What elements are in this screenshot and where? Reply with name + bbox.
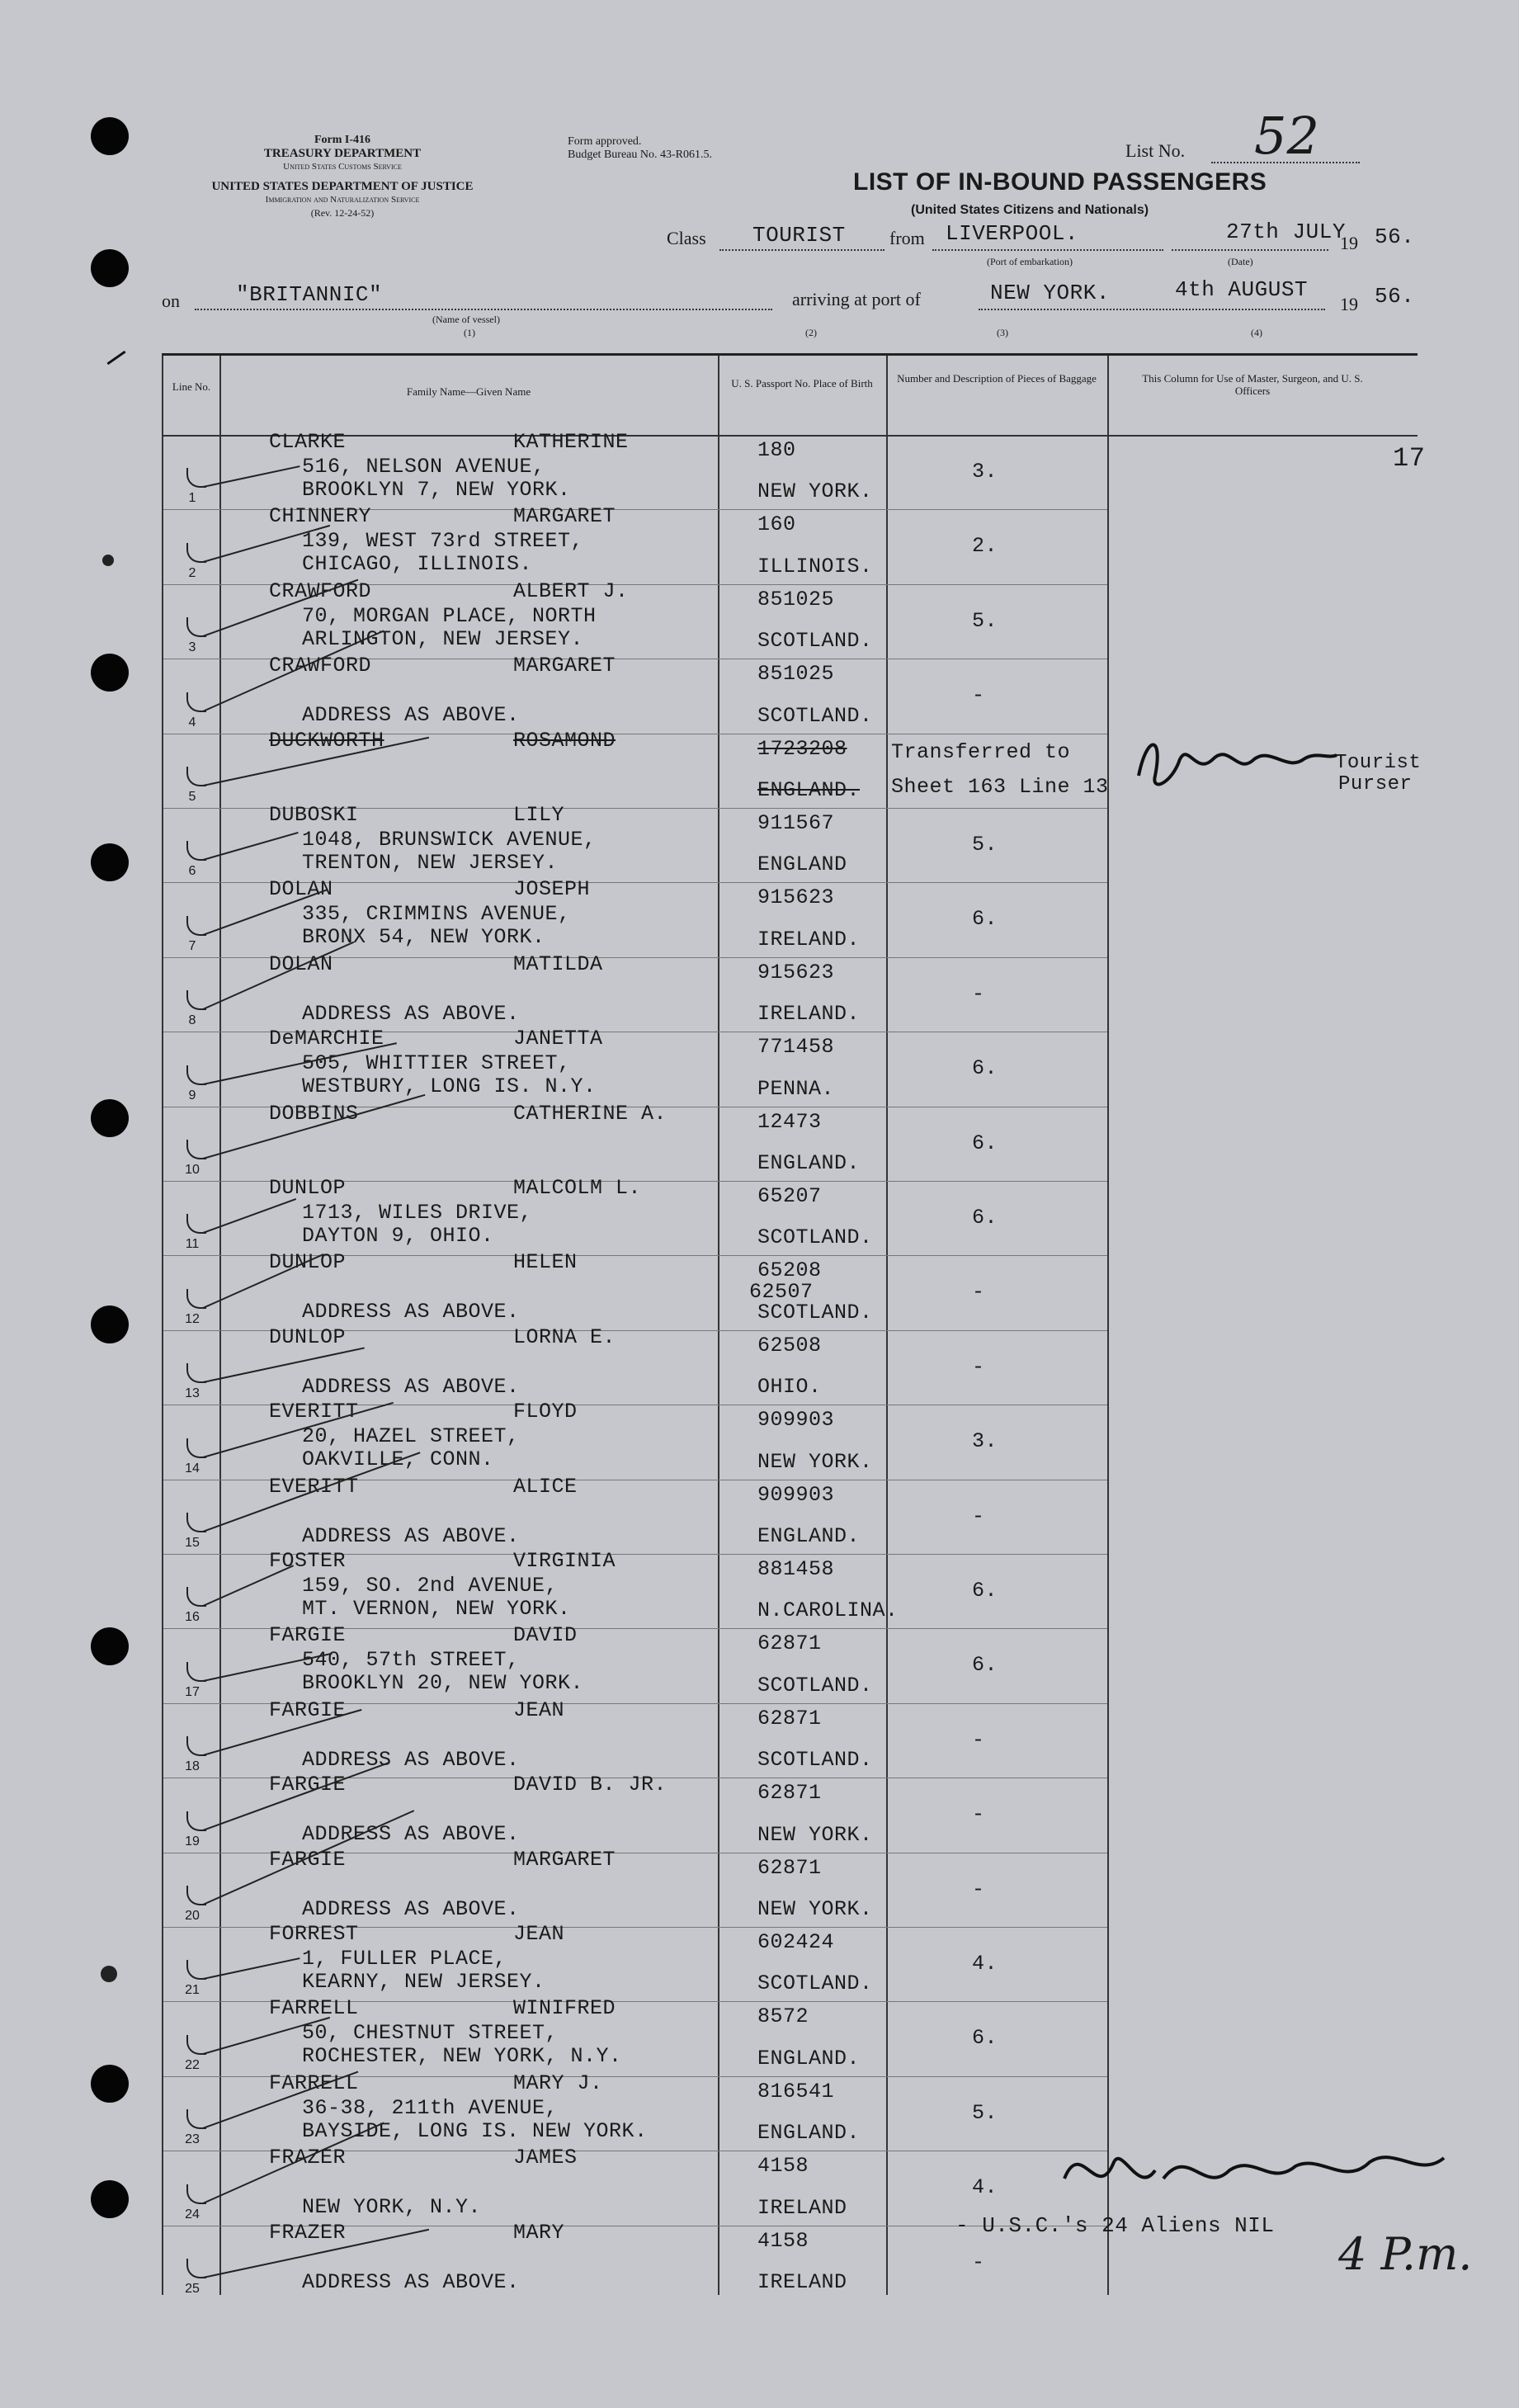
punch-hole [91,249,129,287]
line-number: 10 [185,1162,200,1177]
given-name: ALICE [513,1474,578,1499]
family-name: FRAZER [269,2146,347,2170]
check-stroke [203,832,299,861]
given-name: DAVID [513,1623,578,1648]
address-line-2: BRONX 54, NEW YORK. [302,925,545,950]
given-name: KATHERINE [513,430,629,454]
given-name: MARGARET [513,654,616,678]
baggage-count: 6. [972,907,998,932]
address-line-1: 36-38, 211th AVENUE, [302,2095,559,2120]
address-line-2: NEW YORK, N.Y. [302,2195,482,2220]
table-row [163,877,1418,956]
address-line-2: ADDRESS AS ABOVE. [302,703,520,728]
check-mark [186,1363,206,1383]
baggage-count: - [972,2250,985,2274]
check-mark [186,2259,206,2278]
line-number: 18 [185,1759,200,1774]
check-stroke [203,1565,294,1608]
passport-number-corrected: 62507 [749,1280,814,1305]
col-officers: This Column for Use of Master, Surgeon, and U. S. Officers [1142,372,1363,397]
baggage-count: 6. [972,1206,998,1230]
line-number: 14 [185,1461,200,1475]
line-number: 11 [185,1237,200,1252]
given-name: LILY [513,803,565,827]
given-name: MALCOLM L. [513,1176,642,1200]
table-row [163,1697,1418,1778]
officer-note-2: Purser [1338,772,1413,796]
passport-number: 12473 [757,1109,822,1134]
baggage-count: - [972,1354,985,1379]
given-name: DAVID B. JR. [513,1773,668,1797]
given-name: FLOYD [513,1400,578,1424]
place-of-birth: ENGLAND [757,852,847,877]
family-name: FRAZER [269,2220,347,2245]
passport-number: 8572 [757,2004,809,2029]
table-row [163,1250,1418,1329]
line-number: 13 [185,1386,200,1401]
table-row [163,1027,1418,1106]
place-of-birth: NEW YORK. [757,1822,873,1847]
passport-number: 62871 [757,1855,822,1880]
baggage-count: - [972,1280,985,1305]
place-of-birth: SCOTLAND. [757,703,873,728]
given-name: MARGARET [513,504,616,529]
line-number: 15 [185,1535,200,1550]
family-name: DeMARCHIE [269,1027,384,1051]
place-of-birth: N.CAROLINA. [757,1598,899,1623]
passport-number: 4158 [757,2154,809,2179]
arrival-port: NEW YORK. [990,281,1110,305]
punch-hole [91,2180,129,2218]
address-line-2: MT. VERNON, NEW YORK. [302,1597,571,1621]
family-name: FOSTER [269,1549,347,1573]
check-stroke [203,1198,296,1234]
address-line-2: ADDRESS AS ABOVE. [302,1822,520,1847]
baggage-count: 6. [972,1056,998,1081]
summary-line: - U.S.C.'s 24 Aliens NIL [955,2213,1275,2238]
year-prefix-1: 19 [1340,233,1358,253]
check-mark [186,1289,206,1309]
family-name: DUCKWORTH [269,728,384,753]
given-name: MATILDA [513,951,603,976]
treasury-dept: TREASURY DEPARTMENT [263,147,422,160]
given-name: HELEN [513,1250,578,1275]
check-mark [186,767,206,786]
address-line-2: KEARNY, NEW JERSEY. [302,1970,545,1994]
col-passport: U. S. Passport No. Place of Birth [731,377,873,390]
given-name: WINIFRED [513,1996,616,2021]
family-name: CHINNERY [269,504,372,529]
vessel-line [195,309,772,310]
margin-mark [106,351,125,365]
family-name: EVERITT [269,1474,359,1499]
passport-number: 62871 [757,1631,822,1656]
given-name: ROSAMOND [513,728,616,753]
family-name: CLARKE [269,430,347,454]
baggage-count: 6. [972,1653,998,1678]
table-row [163,578,1418,659]
officer-note: Tourist [1335,751,1422,774]
baggage-count: - [972,1727,985,1752]
family-name: DUNLOP [269,1176,347,1200]
agency-block [157,134,528,220]
line-number: 9 [188,1088,196,1102]
passport-number: 62871 [757,1781,822,1806]
table-row [163,1400,1418,1479]
line-number: 4 [188,715,196,729]
check-mark [186,692,206,712]
table-row [163,1996,1418,2075]
baggage-count: - [972,683,985,708]
address-line-1: 1048, BRUNSWICK AVENUE, [302,828,597,852]
family-name: DUNLOP [269,1250,347,1275]
from-label: from [889,228,925,248]
punch-hole [91,654,129,692]
given-name: CATHERINE A. [513,1101,668,1126]
place-of-birth: IRELAND [757,2269,847,2294]
family-name: DOLAN [269,877,333,902]
place-of-birth: NEW YORK. [757,1896,873,1921]
family-name: FARGIE [269,1847,347,1872]
family-name: FARGIE [269,1697,347,1722]
address-line-1: 516, NELSON AVENUE, [302,455,545,479]
table-row [163,1623,1418,1702]
place-of-birth: IRELAND. [757,1002,861,1027]
address-line-2: WESTBURY, LONG IS. N.Y. [302,1074,597,1099]
address-line-2: ADDRESS AS ABOVE. [302,1747,520,1772]
check-stroke [203,465,300,488]
address-line-1: 1713, WILES DRIVE, [302,1201,533,1225]
given-name: MARY [513,2220,565,2245]
family-name: DOBBINS [269,1101,359,1126]
line-number: 17 [185,1684,200,1699]
line-number: 8 [188,1013,196,1028]
passenger-table [162,353,1426,2296]
table-row [163,1474,1418,1554]
place-of-birth: SCOTLAND. [757,629,873,654]
check-mark [186,543,206,563]
given-name: JEAN [513,1697,565,1722]
address-line-2: DAYTON 9, OHIO. [302,1224,494,1248]
line-number: 7 [188,938,196,953]
class-value: TOURIST [752,223,846,248]
place-of-birth: SCOTLAND. [757,1971,873,1996]
address-line-1: 505, WHITTIER STREET, [302,1051,571,1076]
col-line-no: Line No. [172,380,211,393]
passport-number: 602424 [757,1930,835,1954]
address-line-2: CHICAGO, ILLINOIS. [302,552,533,577]
given-name: ALBERT J. [513,578,629,603]
col-name: Family Name—Given Name [406,385,531,398]
date1-line [1172,249,1328,251]
caption-3: (3) [997,327,1008,338]
year-prefix-2: 19 [1340,294,1358,314]
passport-number: 881458 [757,1557,835,1581]
address-line-2: BROOKLYN 7, NEW YORK. [302,478,571,502]
passport-number: 915623 [757,960,835,984]
line-number: 20 [185,1908,200,1923]
baggage-count: 4. [972,2175,998,2200]
list-no-label: List No. [1125,140,1186,161]
address-line-1: 20, HAZEL STREET, [302,1424,520,1449]
baggage-count: 5. [972,608,998,633]
address-line-1: ADDRESS AS ABOVE. [302,2269,520,2294]
place-of-birth: NEW YORK. [757,479,873,504]
baggage-count: - [972,1877,985,1901]
punch-hole [91,1306,129,1343]
baggage-count: 5. [972,2100,998,2125]
address-line-2: ROCHESTER, NEW YORK, N.Y. [302,2044,622,2069]
check-mark [186,2035,206,2055]
place-of-birth: SCOTLAND. [757,1748,873,1773]
address-line-1: 1, FULLER PLACE, [302,1947,507,1971]
transfer-note: Sheet 163 Line 13 [891,774,1109,799]
place-of-birth: ENGLAND. [757,2046,861,2070]
line-number: 12 [185,1311,200,1326]
check-mark [186,916,206,936]
passport-number: 65208 [757,1258,822,1283]
form-number: Form I-416 [314,134,371,146]
caption-4: (4) [1251,327,1262,338]
list-no-value: 52 [1254,106,1319,166]
line-number: 21 [185,1983,200,1998]
place-of-birth: ILLINOIS. [757,554,873,578]
check-mark [186,1513,206,1532]
given-name: JEAN [513,1922,565,1946]
passport-number: 62871 [757,1706,822,1730]
line-number: 5 [188,789,196,804]
col-baggage: Number and Description of Pieces of Baggage [897,372,1097,385]
punch-hole [91,2065,129,2103]
passport-number: 4158 [757,2228,809,2253]
class-label: Class [667,228,706,248]
passport-number: 851025 [757,587,835,611]
address-line-2: ARLINGTON, NEW JERSEY. [302,626,584,651]
table-row [163,1324,1418,1405]
officer-note: 17 [1393,443,1426,474]
given-name: JOSEPH [513,877,591,902]
table-row [163,1922,1418,2001]
departure-date: 27th JULY [1226,220,1346,244]
line-number: 25 [185,2281,200,2296]
date-caption: (Date) [1228,256,1253,267]
table-row [163,1101,1418,1181]
place-of-birth: NEW YORK. [757,1449,873,1474]
table-row [163,1549,1418,1628]
justice-dept: UNITED STATES DEPARTMENT OF JUSTICE [211,180,474,193]
baggage-count: 3. [972,1429,998,1454]
address-line-1: 139, WEST 73rd STREET, [302,529,584,554]
passport-number: 180 [757,438,796,462]
arrival-time: 4 P.m. [1338,2228,1473,2280]
baggage-count: - [972,981,985,1006]
baggage-count: 6. [972,2026,998,2051]
baggage-count: 2. [972,534,998,559]
line-number: 22 [185,2057,200,2072]
family-name: DUNLOP [269,1324,347,1349]
ins-service: Immigration and Naturalization Service [265,195,420,205]
check-mark [186,1811,206,1831]
line-number: 24 [185,2207,200,2221]
family-name: FARGIE [269,1773,347,1797]
arrival-year: 56. [1375,284,1415,309]
given-name: JANETTA [513,1027,603,1051]
port-caption: (Port of embarkation) [987,256,1073,267]
table-row [163,430,1426,509]
passport-number: 160 [757,512,796,537]
address-line-2: ADDRESS AS ABOVE. [302,1374,520,1399]
form-approved: Form approved. [568,135,642,148]
passport-number: 915623 [757,885,835,910]
check-mark [186,1662,206,1682]
class-line [719,249,885,251]
given-name: MARGARET [513,1847,616,1872]
passport-number: 911567 [757,811,835,835]
place-of-birth: ENGLAND. [757,1150,861,1175]
given-name: MARY J. [513,2070,603,2095]
arriving-line [979,309,1325,310]
check-mark [186,1438,206,1458]
place-of-birth: OHIO. [757,1375,822,1400]
caption-1: (1) [464,327,475,338]
address-line-2: ADDRESS AS ABOVE. [302,1523,520,1548]
punch-hole [91,1099,129,1137]
place-of-birth: IRELAND [757,2195,847,2220]
table-row [163,951,1418,1032]
line-number: 2 [188,565,196,580]
family-name: DOLAN [269,951,333,976]
arriving-label: arriving at port of [792,289,921,309]
passport-number: 816541 [757,2079,835,2103]
line-number: 19 [185,1834,200,1848]
form-revision: (Rev. 12-24-52) [310,207,375,219]
place-of-birth: ENGLAND. [757,777,861,802]
address-line-2: OAKVILLE, CONN. [302,1447,494,1472]
arrival-date: 4th AUGUST [1175,277,1309,302]
departure-year: 56. [1375,224,1415,249]
address-line-1: 159, SO. 2nd AVENUE, [302,1574,559,1598]
address-line-1: 335, CRIMMINS AVENUE, [302,902,571,927]
caption-2: (2) [805,327,817,338]
passport-number: 851025 [757,662,835,687]
line-number: 6 [188,864,196,879]
family-name: DUBOSKI [269,803,359,827]
punch-hole [91,843,129,881]
table-row [163,504,1418,583]
family-name: CRAWFORD [269,578,372,603]
passport-number: 1723208 [757,736,847,761]
address-line-2: BROOKLYN 20, NEW YORK. [302,1671,584,1696]
check-mark [186,1140,206,1159]
baggage-count: Transferred to [891,739,1071,764]
passport-number: 771458 [757,1035,835,1060]
table-row [163,803,1418,882]
baggage-count: 5. [972,833,998,857]
passport-number: 65207 [757,1184,822,1208]
address-line-1: 50, CHESTNUT STREET, [302,2021,559,2046]
family-name: EVERITT [269,1400,359,1424]
address-line-2: ADDRESS AS ABOVE. [302,1300,520,1324]
address-line-2: ADDRESS AS ABOVE. [302,1896,520,1921]
transfer-initials [1130,726,1345,800]
baggage-count: 6. [972,1131,998,1155]
family-name: FARRELL [269,2070,359,2095]
check-stroke [203,1957,300,1980]
on-label: on [162,290,180,311]
passport-number: 909903 [757,1482,835,1507]
place-of-birth: SCOTLAND. [757,1673,873,1697]
family-name: FARGIE [269,1623,347,1648]
address-line-2: TRENTON, NEW JERSEY. [302,851,559,875]
line-number: 3 [188,640,196,655]
place-of-birth: SCOTLAND. [757,1300,873,1324]
family-name: FARRELL [269,1996,359,2021]
check-mark [186,1065,206,1085]
place-of-birth: IRELAND. [757,927,861,951]
line-number: 1 [188,491,196,506]
address-line-1: 70, MORGAN PLACE, NORTH [302,603,597,628]
table-row [163,1176,1418,1255]
address-line-2: BAYSIDE, LONG IS. NEW YORK. [302,2118,648,2143]
officer-signature [1048,2129,1477,2220]
baggage-count: - [972,1504,985,1528]
baggage-count: 6. [972,1579,998,1603]
passport-number: 62508 [757,1333,822,1357]
approval-block [568,135,712,162]
table-row [163,654,1418,733]
place-of-birth: ENGLAND. [757,2121,861,2146]
line-number: 16 [185,1610,200,1625]
punch-hole [91,1627,129,1665]
form-subtitle: (United States Citizens and Nationals) [911,203,1149,217]
check-mark [186,2184,206,2204]
line-number: 23 [185,2132,200,2147]
given-name: LORNA E. [513,1324,616,1349]
baggage-count: 3. [972,460,998,484]
form-title: LIST OF IN-BOUND PASSENGERS [853,168,1267,196]
place-of-birth: PENNA. [757,1076,835,1101]
punch-hole [91,117,129,155]
baggage-count: - [972,1802,985,1827]
family-name: FORREST [269,1922,359,1946]
margin-mark [101,1966,117,1982]
place-of-birth: ENGLAND. [757,1523,861,1548]
address-line-2: ADDRESS AS ABOVE. [302,1001,520,1026]
margin-mark [102,555,114,566]
place-of-birth: SCOTLAND. [757,1225,873,1250]
vessel-name: "BRITANNIC" [236,282,383,307]
address-line-1: 540, 57th STREET, [302,1648,520,1673]
customs-service: United States Customs Service [283,162,402,172]
vessel-caption: (Name of vessel) [432,314,500,325]
from-line [932,249,1163,251]
table-row [163,1773,1418,1852]
baggage-count: 4. [972,1952,998,1976]
family-name: CRAWFORD [269,654,372,678]
passport-number: 909903 [757,1408,835,1433]
budget-bureau: Budget Bureau No. 43-R061.5. [568,149,712,161]
port-embarkation: LIVERPOOL. [946,221,1079,246]
given-name: JAMES [513,2146,578,2170]
given-name: VIRGINIA [513,1549,616,1573]
table-row [163,1847,1418,1927]
